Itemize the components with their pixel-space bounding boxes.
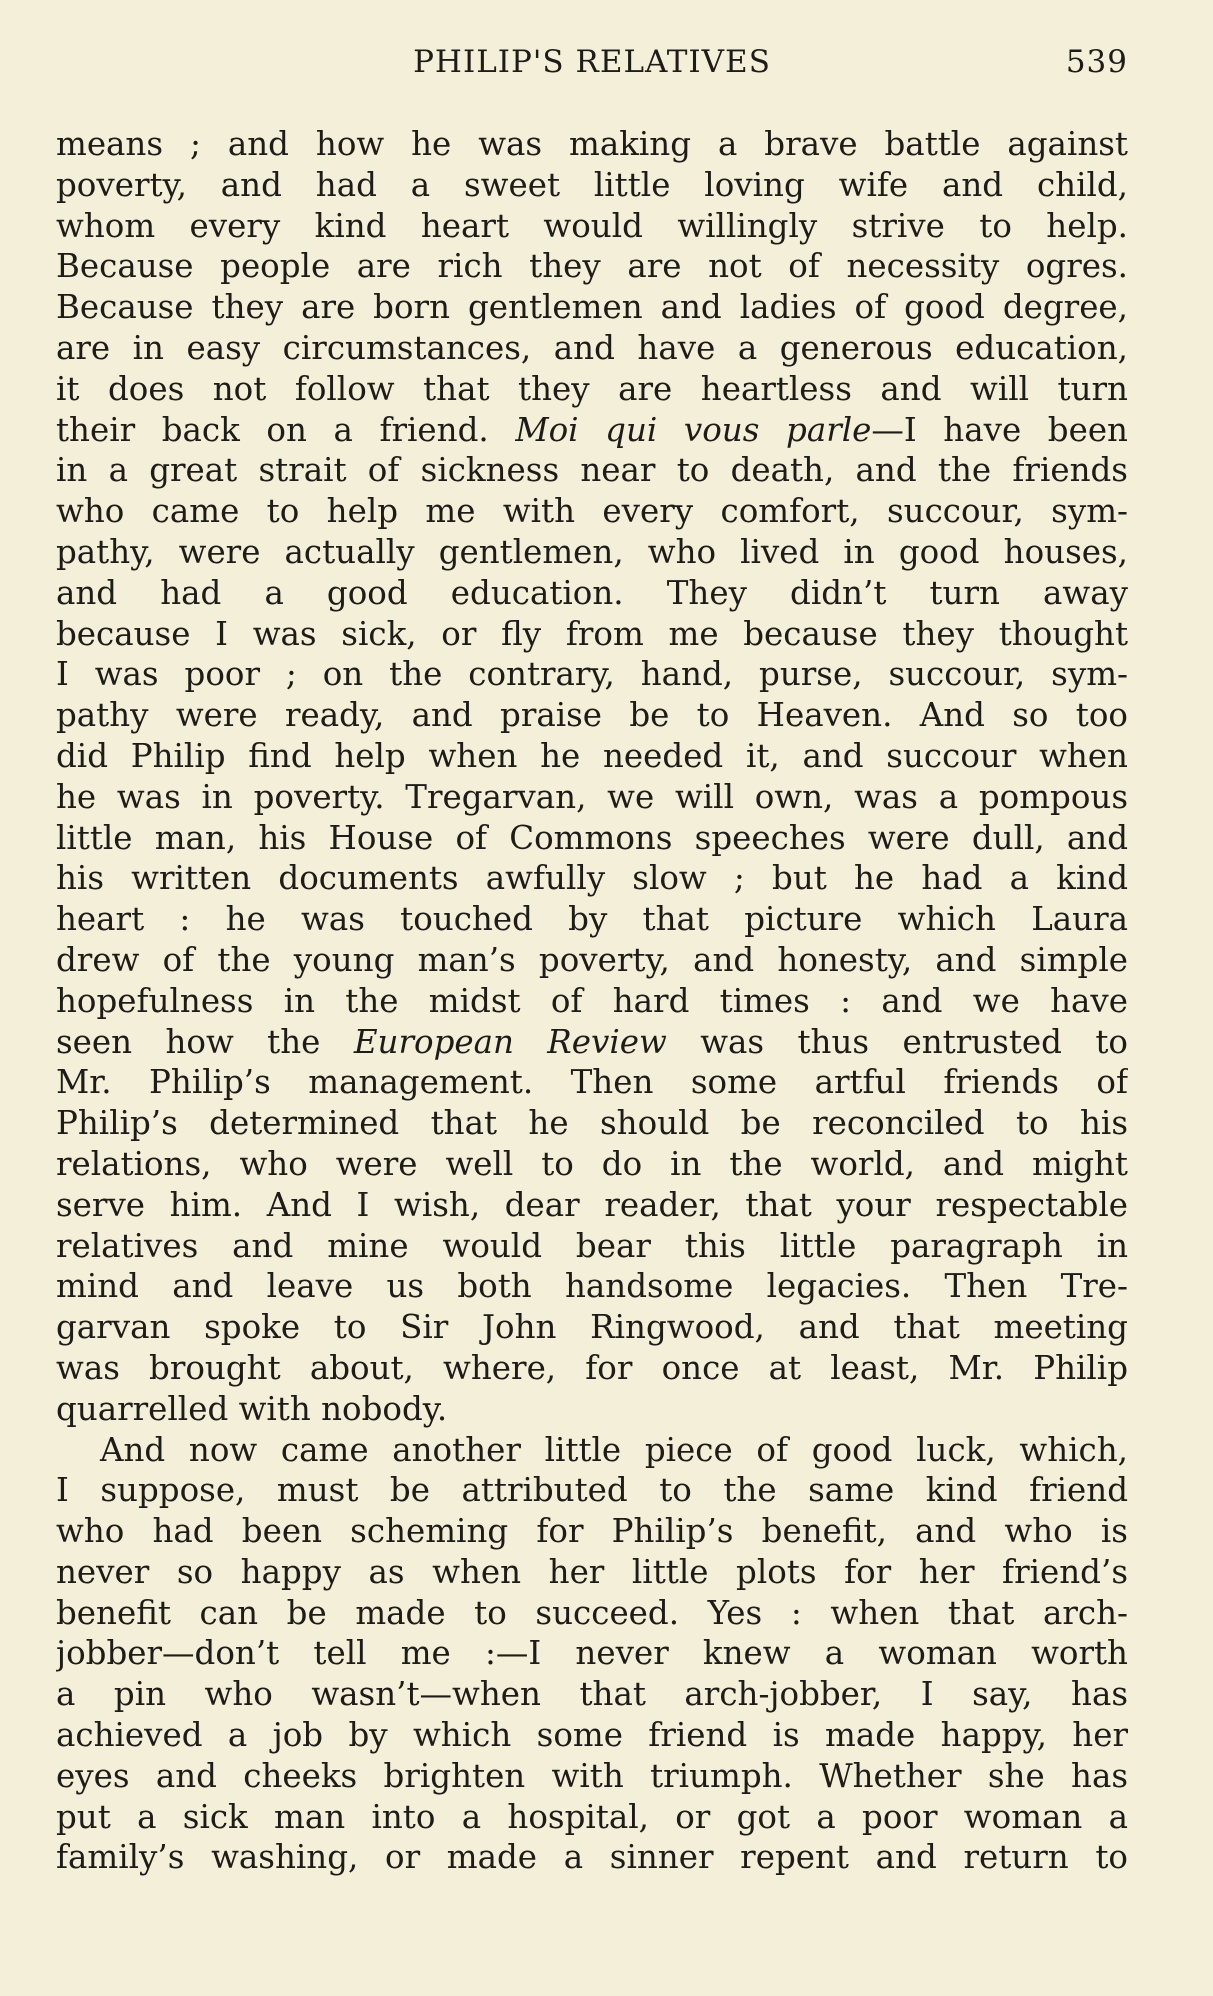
text-line: who came to help me with every comfort, succour, sym- [56, 492, 1128, 531]
text-line: pathy, were actually gentlemen, who lived in good houses, [56, 532, 1128, 571]
text-line: means ; and how he was making a brave battle against [56, 125, 1128, 163]
text-line [56, 410, 1128, 451]
text-line: in a great strait of sickness near to death, and the friends [56, 451, 1128, 490]
italic-phrase: European Review [353, 1022, 667, 1061]
text-line: relatives and mine would bear this little paragraph in [56, 1226, 1128, 1265]
text-line: benefit can be made to succeed. Yes : when that arch- [56, 1593, 1128, 1632]
text-line: a pin who wasn’t—when that arch-jobber, I say, has [56, 1675, 1128, 1714]
running-title: PHILIP'S RELATIVES [413, 44, 771, 80]
text-line: relations, who were well to do in the world, and might [56, 1144, 1128, 1183]
text-line: who had been scheming for Philip’s benefit, and who is [56, 1512, 1128, 1551]
text-segment: was thus entrusted to [666, 1022, 1128, 1061]
text-line: because I was sick, or fly from me because they thought [56, 614, 1128, 653]
text-line: Because they are born gentlemen and ladies of good degree, [56, 288, 1128, 327]
text-line: and had a good education. They didn’t turn away [56, 573, 1128, 612]
text-line: eyes and cheeks brighten with triumph. Whether she has [56, 1756, 1128, 1795]
text-line: I was poor ; on the contrary, hand, purse, succour, sym- [56, 655, 1128, 694]
text-line: his written documents awfully slow ; but he had a kind [56, 859, 1128, 898]
text-line: quarrelled with nobody. [56, 1389, 448, 1428]
text-line: pathy were ready, and praise be to Heaven. And so too [56, 696, 1128, 735]
text-line: are in easy circumstances, and have a generous education, [56, 328, 1128, 367]
text-line [56, 1022, 1128, 1063]
text-line: family’s washing, or made a sinner repent and return to [56, 1838, 1128, 1877]
text-line: Mr. Philip’s management. Then some artful friends of [56, 1063, 1128, 1102]
text-line: never so happy as when her little plots for her friend’s [56, 1552, 1128, 1591]
text-line: it does not follow that they are heartless and will turn [56, 369, 1128, 408]
text-line: garvan spoke to Sir John Ringwood, and that meeting [56, 1308, 1128, 1347]
text-line: was brought about, where, for once at least, Mr. Philip [56, 1348, 1128, 1387]
text-line: jobber—don’t tell me :—I never knew a woman worth [56, 1634, 1128, 1673]
text-line: put a sick man into a hospital, or got a poor woman a [56, 1797, 1128, 1836]
text-line: serve him. And I wish, dear reader, that your respectable [56, 1185, 1128, 1224]
text-line: poverty, and had a sweet little loving wife and child, [56, 165, 1128, 204]
text-line: mind and leave us both handsome legacies. Then Tre- [56, 1267, 1128, 1306]
text-line: I suppose, must be attributed to the same kind friend [56, 1471, 1128, 1510]
text-line: whom every kind heart would willingly strive to help. [56, 206, 1128, 245]
text-line: he was in poverty. Tregarvan, we will own, was a pompous [56, 777, 1128, 816]
body-text [56, 124, 1128, 1878]
italic-phrase: Moi qui vous parle [515, 410, 872, 449]
text-segment: —I have been [871, 410, 1128, 449]
text-line: drew of the young man’s poverty, and honesty, and simple [56, 940, 1128, 979]
text-segment: seen how the [56, 1022, 354, 1061]
page-number: 539 [1065, 44, 1128, 80]
text-line: did Philip find help when he needed it, and succour when [56, 736, 1128, 775]
text-line: Philip’s determined that he should be reconciled to his [56, 1104, 1128, 1143]
text-line: hopefulness in the midst of hard times : and we have [56, 981, 1128, 1020]
text-line: And now came another little piece of good luck, which, [100, 1430, 1128, 1469]
running-head [56, 44, 1128, 84]
text-line: achieved a job by which some friend is made happy, her [56, 1716, 1128, 1755]
text-line: heart : he was touched by that picture which Laura [56, 900, 1128, 939]
text-line: Because people are rich they are not of necessity ogres. [56, 247, 1128, 286]
text-line: little man, his House of Commons speeches were dull, and [56, 818, 1128, 857]
text-segment: their back on a friend. [56, 410, 516, 449]
